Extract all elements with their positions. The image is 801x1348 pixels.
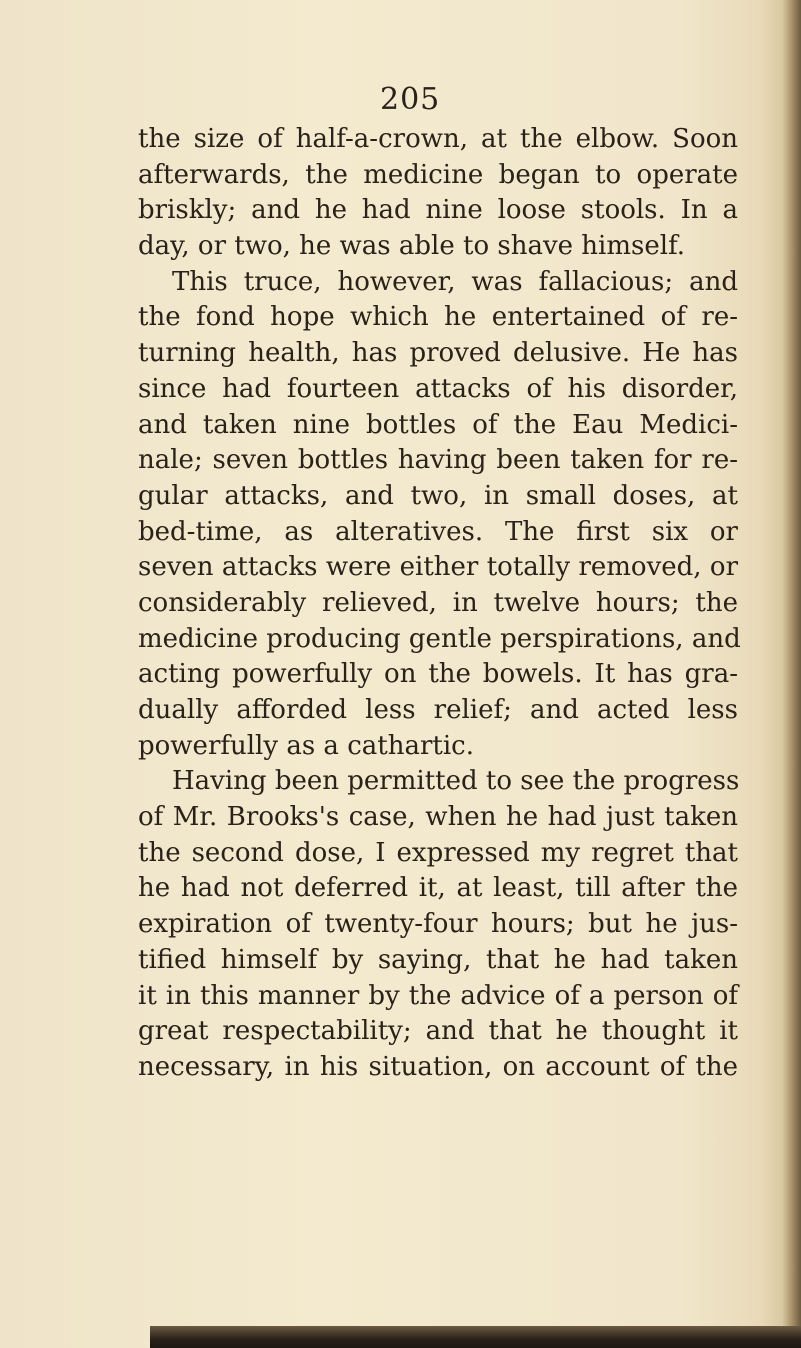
- text-line: expiration of twenty-four hours; but he jus-: [138, 909, 738, 940]
- book-binding-edge: [150, 1326, 801, 1348]
- text-line: briskly; and he had nine loose stools. In a: [138, 195, 738, 226]
- text-line: he had not deferred it, at least, till after the: [138, 873, 738, 904]
- text-line: considerably relieved, in twelve hours; the: [138, 587, 738, 618]
- text-line: necessary, in his situation, on account of the: [138, 1051, 738, 1082]
- text-line: nale; seven bottles having been taken for re-: [138, 445, 738, 476]
- text-line: the size of half-a-crown, at the elbow. Soon: [138, 124, 738, 154]
- text-line: This truce, however, was fallacious; and: [172, 266, 738, 297]
- text-line: bed-time, as alteratives. The first six or: [138, 516, 738, 547]
- text-line: turning health, has proved delusive. He has: [138, 338, 738, 369]
- text-line: and taken nine bottles of the Eau Medici-: [138, 409, 738, 440]
- page-edge-shadow: [783, 0, 801, 1348]
- text-line: the second dose, I expressed my regret that: [138, 837, 738, 868]
- text-line: great respectability; and that he thought it: [138, 1016, 738, 1047]
- text-line: powerfully as a cathartic.: [138, 730, 474, 761]
- page-number: 205: [380, 82, 441, 117]
- text-line: since had fourteen attacks of his disorder,: [138, 373, 738, 404]
- text-line: gular attacks, and two, in small doses, at: [138, 480, 738, 511]
- text-line: it in this manner by the advice of a person of: [138, 980, 738, 1011]
- text-line: day, or two, he was able to shave himself.: [138, 231, 686, 262]
- text-line: tified himself by saying, that he had taken: [138, 944, 738, 975]
- text-line: of Mr. Brooks's case, when he had just taken: [138, 802, 738, 833]
- text-line: Having been permitted to see the progress: [172, 766, 740, 797]
- text-line: seven attacks were either totally removed, or: [138, 552, 738, 583]
- text-line: afterwards, the medicine began to operate: [138, 159, 738, 190]
- text-line: the fond hope which he entertained of re-: [138, 302, 738, 333]
- text-line: dually afforded less relief; and acted less: [138, 695, 738, 725]
- text-line: acting powerfully on the bowels. It has gra-: [138, 659, 738, 690]
- body-text: [138, 122, 741, 1086]
- text-line: medicine producing gentle perspirations, and: [138, 623, 741, 654]
